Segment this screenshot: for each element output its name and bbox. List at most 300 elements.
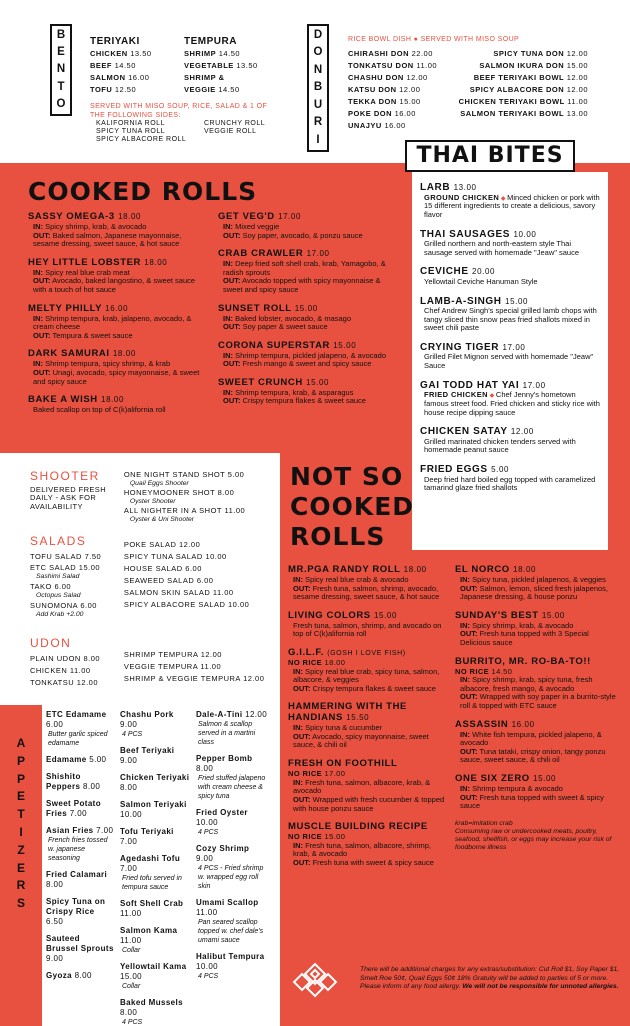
out-label: OUT: xyxy=(460,746,478,756)
salad-item xyxy=(30,581,112,592)
appetizers-col-1 xyxy=(46,710,114,988)
in-text: Spicy real blue crab, spicy tuna, salmon, albacore, & veggies xyxy=(293,666,440,685)
cooked-roll-item xyxy=(218,249,398,294)
shooter-desc: DELIVERED FRESH DAILY - ASK FOR AVAILABILITY xyxy=(30,484,107,512)
bento-item xyxy=(184,72,280,84)
out-text: Crispy tempura flakes & sweet sauce xyxy=(312,683,436,693)
in-label: IN: xyxy=(460,783,470,793)
appetizer-name xyxy=(120,962,190,982)
appetizer-item xyxy=(46,934,114,964)
vertical-letter: T xyxy=(17,807,25,822)
appetizer-title: Sauteed Brussel Sprouts xyxy=(46,934,114,953)
donburi-item xyxy=(459,60,588,72)
item-name: SPICY ALBACORE DON xyxy=(469,85,565,95)
in-text: Spicy shrimp, krab, spicy tuna, fresh albacore, fresh mango, & avocado xyxy=(460,675,593,693)
bento-item xyxy=(90,48,170,60)
not-so-cooked-roll-item xyxy=(288,611,448,639)
thai-desc xyxy=(420,438,600,455)
appetizer-name xyxy=(196,754,268,774)
out-text: Fresh tuna, salmon, shrimp, avocado, sesame dressing, sweet sauce, & hot sauce xyxy=(293,583,440,602)
item-name: VEGGIE TEMPURA xyxy=(123,661,198,671)
appetizer-price: 7.00 xyxy=(69,809,87,818)
roll-out xyxy=(28,277,208,294)
item-price: 6.00 xyxy=(80,600,97,610)
roll-out xyxy=(455,630,617,647)
appetizer-item xyxy=(120,800,190,820)
item-note: Oyster & Uni Shooter xyxy=(129,516,195,523)
in-text: Fresh tuna, salmon, albacore, krab, & avocado xyxy=(293,777,431,796)
appetizer-title: Gyoza xyxy=(46,971,73,980)
appetizer-item xyxy=(46,826,114,863)
out-text: Soy paper, avocado, & ponzu sauce xyxy=(242,230,363,240)
not-so-cooked-roll-item xyxy=(455,774,617,811)
in-text: Fresh tuna, salmon, albacore, shrimp, krab, & avocado xyxy=(293,840,431,859)
out-label: OUT: xyxy=(293,683,311,693)
appetizer-note: 4 PCS xyxy=(198,973,219,980)
item-note: Add Krab +2.00 xyxy=(36,610,84,618)
item-price: 11.00 xyxy=(212,587,234,597)
udon-item xyxy=(30,653,112,665)
appetizer-title: Salmon Kama xyxy=(120,926,178,935)
appetizer-price: 8.00 xyxy=(120,1008,138,1017)
in-text: Spicy shrimp, krab, & avocado xyxy=(472,620,574,630)
appetizer-price: 8.00 xyxy=(46,880,64,889)
thai-price: 20.00 xyxy=(472,267,496,277)
appetizer-title: Umami Scallop xyxy=(196,898,259,907)
out-text: Fresh tuna topped with 3 Special Delicious sauce xyxy=(460,629,589,647)
out-text: Avocado, baked langostino, & sweet sauce with a touch of hot sauce xyxy=(33,276,196,294)
salad-item xyxy=(124,563,270,575)
in-text: Spicy shrimp, krab, & avocado xyxy=(45,221,147,231)
salad-item xyxy=(124,551,270,563)
item-price: 12.00 xyxy=(566,73,588,83)
item-price: 6.00 xyxy=(185,563,202,573)
salad-item xyxy=(30,551,112,562)
out-label: OUT: xyxy=(223,359,241,369)
salad-item xyxy=(124,539,270,551)
cooked-roll-item xyxy=(218,378,398,406)
roll-price: 15.50 xyxy=(346,713,370,723)
appetizer-title: Sweet Potato Fries xyxy=(46,799,102,818)
appetizer-name xyxy=(196,710,268,720)
item-name: ALL NIGHTER IN A SHOT xyxy=(123,506,222,515)
roll-price: 15.00 xyxy=(294,303,318,313)
item-name: UNAJYU xyxy=(348,121,382,131)
vertical-letter: D xyxy=(313,29,323,41)
item-name: TONKATSU xyxy=(30,677,75,687)
roll-title: FRESH ON FOOTHILL xyxy=(288,758,398,770)
appetizer-note: Fried stuffed jalapeno with cream cheese & spicy tuna xyxy=(198,775,266,800)
udon-item xyxy=(30,665,112,677)
appetizer-item xyxy=(120,773,190,793)
bento-side: KALIFORNIA ROLL xyxy=(96,119,165,127)
roll-title: ONE SIX ZERO xyxy=(455,773,530,785)
roll-in xyxy=(288,668,448,685)
appetizer-title: Cozy Shrimp xyxy=(196,844,250,853)
appetizer-name xyxy=(46,755,114,765)
appetizer-title: Soft Shell Crab xyxy=(120,899,184,908)
item-price: 12.00 xyxy=(566,85,588,95)
appetizer-item xyxy=(46,772,114,792)
thai-desc-text: Chef Jenny's hometown famous street food. Fried chicken and sticky rice with house recipe dipping sauce xyxy=(424,390,600,417)
appetizer-item xyxy=(46,971,114,981)
in-label: IN: xyxy=(293,723,303,733)
roll-price: 14.50 xyxy=(491,666,513,676)
item-name: SALMON xyxy=(90,72,126,82)
appetizer-name xyxy=(120,926,190,946)
appetizer-item xyxy=(120,899,190,919)
item-name: ONE NIGHT STAND SHOT xyxy=(123,470,226,479)
item-price: 15.00 xyxy=(566,61,588,71)
appetizer-note: Pan seared scallop topped w. chef dale's umami sauce xyxy=(198,919,264,944)
appetizer-item xyxy=(120,827,190,847)
vertical-letter: A xyxy=(16,736,26,750)
item-price: 22.00 xyxy=(411,49,433,59)
appetizer-title: ETC Edamame xyxy=(46,710,107,719)
in-text: Spicy real blue crab & avocado xyxy=(305,574,409,584)
appetizer-item xyxy=(196,710,268,747)
appetizer-name xyxy=(120,710,190,730)
item-price: 12.00 xyxy=(406,73,428,83)
roll-title: LIVING COLORS xyxy=(288,609,371,621)
not-so-cooked-title-line: NOT SO xyxy=(290,462,404,491)
vertical-letter: I xyxy=(19,824,23,839)
thai-price: 17.00 xyxy=(502,342,526,352)
roll-price: 16.00 xyxy=(511,719,535,729)
vertical-letter: N xyxy=(313,63,323,76)
not-so-cooked-title-line: ROLLS xyxy=(290,522,386,551)
item-name: CHICKEN xyxy=(30,665,68,675)
thai-desc-text: Grilled Filet Mignon served with homemade "Jeaw" Sauce xyxy=(424,352,594,371)
appetizer-title: Baked Mussels xyxy=(120,998,184,1007)
appetizer-price: 7.00 xyxy=(120,864,138,873)
out-text: Crispy tempura flakes & sweet sauce xyxy=(242,396,366,406)
donburi-item xyxy=(348,72,437,84)
out-label: OUT: xyxy=(33,330,51,340)
appetizer-price: 7.00 xyxy=(96,826,114,835)
appetizer-name xyxy=(46,897,114,927)
roll-title: SASSY OMEGA-3 xyxy=(28,211,115,222)
thai-desc xyxy=(420,391,600,417)
cooked-roll-item xyxy=(28,304,208,341)
thai-desc-text: Minced chicken or pork with 15 different ingredients to create a delicious, savory flavor xyxy=(424,192,600,220)
appetizer-title: Salmon Teriyaki xyxy=(120,800,187,809)
appetizer-title: Shishito Peppers xyxy=(46,772,81,791)
in-label: IN: xyxy=(293,666,303,676)
shooter-item xyxy=(124,488,270,498)
salad-item xyxy=(30,562,112,573)
out-text: Avocado, spicy mayonnaise, sweet sauce, & chili oil xyxy=(293,731,429,750)
roll-price: 17.00 xyxy=(306,249,330,259)
item-name: HOUSE SALAD xyxy=(123,563,183,573)
in-label: IN: xyxy=(460,620,470,630)
disclaimer: Consuming raw or undercooked meats, poultry, seafood, shellfish, or eggs may increase your risk of foodborne illness xyxy=(455,827,612,851)
appetizer-price: 12.00 xyxy=(245,710,268,719)
out-label: OUT: xyxy=(33,276,51,286)
appetizer-name xyxy=(46,799,114,819)
appetizer-item xyxy=(120,998,190,1026)
roll-price: 15.00 xyxy=(541,610,565,620)
item-name: TOFU SALAD xyxy=(30,551,82,561)
donburi-vertical-label xyxy=(307,24,329,152)
item-price: 8.00 xyxy=(83,653,101,663)
footer-text: There will be additional charges for any extras/substitution: Cut Roll $1, Soy Paper $1, Smelt Roe 50¢, Quail Eggs 50¢ 18% Gratuity will be added to parties of 5 or more. Please inform of any food allergy. xyxy=(360,966,620,990)
in-label: IN: xyxy=(223,350,233,360)
not-so-cooked-title xyxy=(290,462,414,552)
not-so-cooked-roll-item xyxy=(288,648,448,693)
in-text: Spicy tuna & cucumber xyxy=(305,723,383,733)
appetizer-item xyxy=(120,854,190,892)
shooter-item xyxy=(124,506,270,516)
appetizer-item xyxy=(46,799,114,819)
roll-title: DARK SAMURAI xyxy=(28,348,110,360)
roll-in xyxy=(218,260,398,277)
bento-item xyxy=(90,60,170,72)
appetizer-name xyxy=(196,898,268,918)
thai-desc-text: Chef Andrew Singh's special grilled lamb chops with tangy sliced thin snow peas fried shallots mixed in sweet chili paste xyxy=(424,306,597,333)
vertical-letter: E xyxy=(16,789,25,804)
in-text: Shrimp tempura & avocado xyxy=(472,783,563,793)
appetizer-item xyxy=(120,746,190,766)
roll-out xyxy=(28,232,208,249)
thai-sub: GROUND CHICKEN xyxy=(424,192,500,202)
not-so-cooked-roll-item xyxy=(288,822,448,867)
cooked-roll-item xyxy=(218,341,398,369)
thai-item xyxy=(420,464,600,493)
thai-desc xyxy=(420,307,600,333)
item-name: CHICKEN xyxy=(90,48,128,58)
bento-item xyxy=(90,72,170,84)
cooked-roll-item xyxy=(28,395,208,415)
donburi-item xyxy=(348,84,437,96)
item-name: SHRIMP & VEGGIE TEMPURA xyxy=(123,673,241,683)
thai-desc xyxy=(420,240,600,257)
donburi-section xyxy=(348,36,588,132)
thai-title: GAI TODD HAT YAI xyxy=(420,379,520,391)
thai-sub: FRIED CHICKEN xyxy=(424,390,488,400)
vertical-letter: B xyxy=(56,29,66,41)
donburi-item xyxy=(459,84,588,96)
roll-price: 18.00 xyxy=(403,565,427,574)
out-text: Avocado topped with spicy mayonnaise & sweet and spicy sauce xyxy=(223,276,381,294)
no-rice-label: NO RICE xyxy=(455,666,490,676)
roll-title: BURRITO, MR. RO-BA-TO!! xyxy=(455,655,591,667)
appetizer-name xyxy=(196,844,268,864)
item-name: CHASHU DON xyxy=(348,73,404,83)
appetizer-name xyxy=(46,826,114,836)
donburi-item xyxy=(348,108,437,120)
bento-note: SERVED WITH MISO SOUP, RICE, SALAD & 1 OF THE FOLLOWING SIDES: xyxy=(90,102,268,119)
roll-desc: Fresh tuna, salmon, shrimp, and avocado on top of C(k)alifornia roll xyxy=(293,620,442,639)
appetizer-name xyxy=(120,746,190,766)
out-text: Wrapped with soy paper in a burrito-style roll & topped with ETC sauce xyxy=(460,692,616,711)
appetizer-title: Agedashi Tofu xyxy=(120,854,181,863)
appetizer-note: Fried tofu served in tempura sauce xyxy=(122,875,182,891)
appetizer-price: 6.00 xyxy=(46,720,64,729)
item-price: 10.00 xyxy=(228,599,250,609)
item-name: BEEF xyxy=(90,60,113,70)
appetizer-title: Yellowtail Kama xyxy=(120,962,187,971)
in-label: IN: xyxy=(33,359,43,369)
appetizer-name xyxy=(46,710,114,730)
shooter-title: SHOOTER xyxy=(30,469,100,483)
appetizer-name xyxy=(46,870,114,890)
roll-out xyxy=(288,585,448,602)
roll-price: 15.00 xyxy=(374,610,398,620)
item-name: SHRIMP TEMPURA xyxy=(123,649,199,659)
out-label: OUT: xyxy=(460,792,478,802)
item-name: POKE DON xyxy=(348,109,393,119)
in-label: IN: xyxy=(223,221,233,231)
out-text: Tuna tataki, crispy onion, tangy ponzu sauce, sweet sauce, & chili oil xyxy=(460,746,606,765)
roll-out xyxy=(455,585,617,602)
thai-price: 13.00 xyxy=(453,183,477,192)
out-label: OUT: xyxy=(33,230,51,240)
item-name: TOFU xyxy=(90,84,113,94)
appetizer-price: 7.00 xyxy=(120,837,138,846)
appetizer-price: 5.00 xyxy=(89,755,107,764)
bento-side: SPICY TUNA ROLL xyxy=(96,127,166,135)
in-text: White fish tempura, pickled jalapeno, & avocado xyxy=(460,729,602,748)
item-price: 5.00 xyxy=(227,470,245,479)
not-so-cooked-roll-item xyxy=(455,611,617,648)
appetizer-item xyxy=(196,898,268,945)
out-text: Tempura & sweet sauce xyxy=(52,330,133,340)
roll-out xyxy=(288,733,448,750)
roll-title: MR.PGA RANDY ROLL xyxy=(288,564,401,575)
roll-price: 16.00 xyxy=(105,303,129,313)
cooked-roll-item xyxy=(28,258,208,295)
item-price: 12.00 xyxy=(566,49,588,59)
in-text: Shrimp tempura, pickled jalapeno, & avocado xyxy=(235,350,387,360)
bento-item xyxy=(184,60,280,72)
vertical-letter: P xyxy=(16,771,25,786)
item-name: CHIRASHI DON xyxy=(348,49,410,59)
out-label: OUT: xyxy=(223,230,241,240)
item-name: SUNOMONA xyxy=(30,600,78,610)
in-text: Shrimp tempura, spicy shrimp, & krab xyxy=(45,359,171,369)
roll-price: 18.00 xyxy=(118,212,142,221)
donburi-item xyxy=(348,48,437,60)
disclaimer: krab=imitation crab xyxy=(455,819,513,827)
roll-out xyxy=(455,748,617,765)
appetizer-price: 11.00 xyxy=(120,909,142,918)
appetizer-price: 10.00 xyxy=(196,962,219,971)
roll-out xyxy=(218,277,398,294)
vertical-letter: U xyxy=(313,98,323,111)
bento-vertical-label xyxy=(50,24,72,116)
cooked-rolls-left xyxy=(28,212,208,424)
vertical-letter: O xyxy=(313,46,323,59)
salads-section xyxy=(30,535,270,619)
in-label: IN: xyxy=(33,313,43,323)
not-so-cooked-right xyxy=(455,565,617,852)
item-name: ETC SALAD xyxy=(30,562,77,572)
roll-price: 15.00 xyxy=(533,774,557,784)
appetizer-price: 9.00 xyxy=(120,756,138,765)
appetizer-item xyxy=(46,897,114,927)
roll-title: G.I.L.F. xyxy=(288,646,324,658)
appetizer-title: Pepper Bomb xyxy=(196,754,253,763)
item-price: 16.00 xyxy=(128,72,150,82)
appetizer-name xyxy=(120,998,190,1018)
appetizer-item xyxy=(196,754,268,801)
item-price: 13.50 xyxy=(130,48,152,58)
appetizer-title: Asian Fries xyxy=(46,826,94,835)
logo-icon xyxy=(290,962,340,998)
thai-price: 17.00 xyxy=(522,380,546,390)
roll-title: EL NORCO xyxy=(455,564,510,575)
appetizer-item xyxy=(120,926,190,955)
footer-note xyxy=(360,966,620,992)
appetizer-name xyxy=(196,952,268,972)
thai-title: LAMB-A-SINGH xyxy=(420,295,502,307)
appetizer-item xyxy=(46,755,114,765)
diamond-icon: ◆ xyxy=(487,393,496,400)
roll-title: GET VEG'D xyxy=(218,211,275,222)
thai-price: 12.00 xyxy=(510,427,534,437)
item-name: TEKKA DON xyxy=(348,97,397,107)
vertical-letter: E xyxy=(57,46,65,59)
roll-price: 17.00 xyxy=(278,212,302,221)
in-text: Shrimp tempura, krab, jalapeno, avocado, & cream cheese xyxy=(33,313,192,332)
bento-side: SPICY ALBACORE ROLL xyxy=(96,135,187,143)
item-name: PLAIN UDON xyxy=(30,653,81,663)
cooked-rolls-right xyxy=(218,212,398,415)
item-price: 6.00 xyxy=(196,575,214,585)
appetizer-note: Butter garlic spiced edamame xyxy=(48,731,108,747)
out-label: OUT: xyxy=(293,731,311,741)
in-text: Spicy tuna, pickled jalapenos, & veggies xyxy=(472,574,606,584)
roll-out xyxy=(218,323,398,332)
bento-section xyxy=(90,36,280,144)
appetizer-name xyxy=(46,772,114,792)
appetizer-name xyxy=(46,971,114,981)
vertical-letter: R xyxy=(313,116,323,129)
item-name: SPICY ALBACORE SALAD xyxy=(123,599,226,609)
salad-item xyxy=(124,575,270,587)
out-label: OUT: xyxy=(223,322,241,332)
thai-item xyxy=(420,229,600,258)
item-price: 16.00 xyxy=(384,121,406,131)
item-price: 13.00 xyxy=(566,109,588,119)
roll-in xyxy=(28,315,208,332)
roll-title: CRAB CRAWLER xyxy=(218,248,304,260)
in-text: Mixed veggie xyxy=(235,221,280,231)
appetizer-title: Edamame xyxy=(46,755,87,764)
appetizer-item xyxy=(46,710,114,748)
appetizer-price: 9.00 xyxy=(196,854,214,863)
appetizer-item xyxy=(46,870,114,890)
item-name: VEGETABLE xyxy=(184,60,234,70)
item-name: SALMON TERIYAKI BOWL xyxy=(460,109,565,119)
roll-title: MELTY PHILLY xyxy=(28,302,102,314)
cooked-rolls-title: COOKED ROLLS xyxy=(28,177,258,206)
appetizer-name xyxy=(120,827,190,847)
bento-side: VEGGIE ROLL xyxy=(204,127,257,135)
in-label: IN: xyxy=(293,574,303,584)
out-label: OUT: xyxy=(460,692,478,702)
not-so-cooked-left xyxy=(288,565,448,877)
appetizer-price: 10.00 xyxy=(196,818,219,827)
appetizer-price: 10.00 xyxy=(120,810,143,819)
out-text: Wrapped with fresh cucumber & topped with house ponzu sauce xyxy=(293,794,445,813)
appetizer-name xyxy=(120,899,190,919)
in-label: IN: xyxy=(293,777,303,787)
item-name: SALMON SKIN SALAD xyxy=(123,587,211,597)
item-price: 12.00 xyxy=(243,673,265,683)
donburi-item xyxy=(348,60,437,72)
